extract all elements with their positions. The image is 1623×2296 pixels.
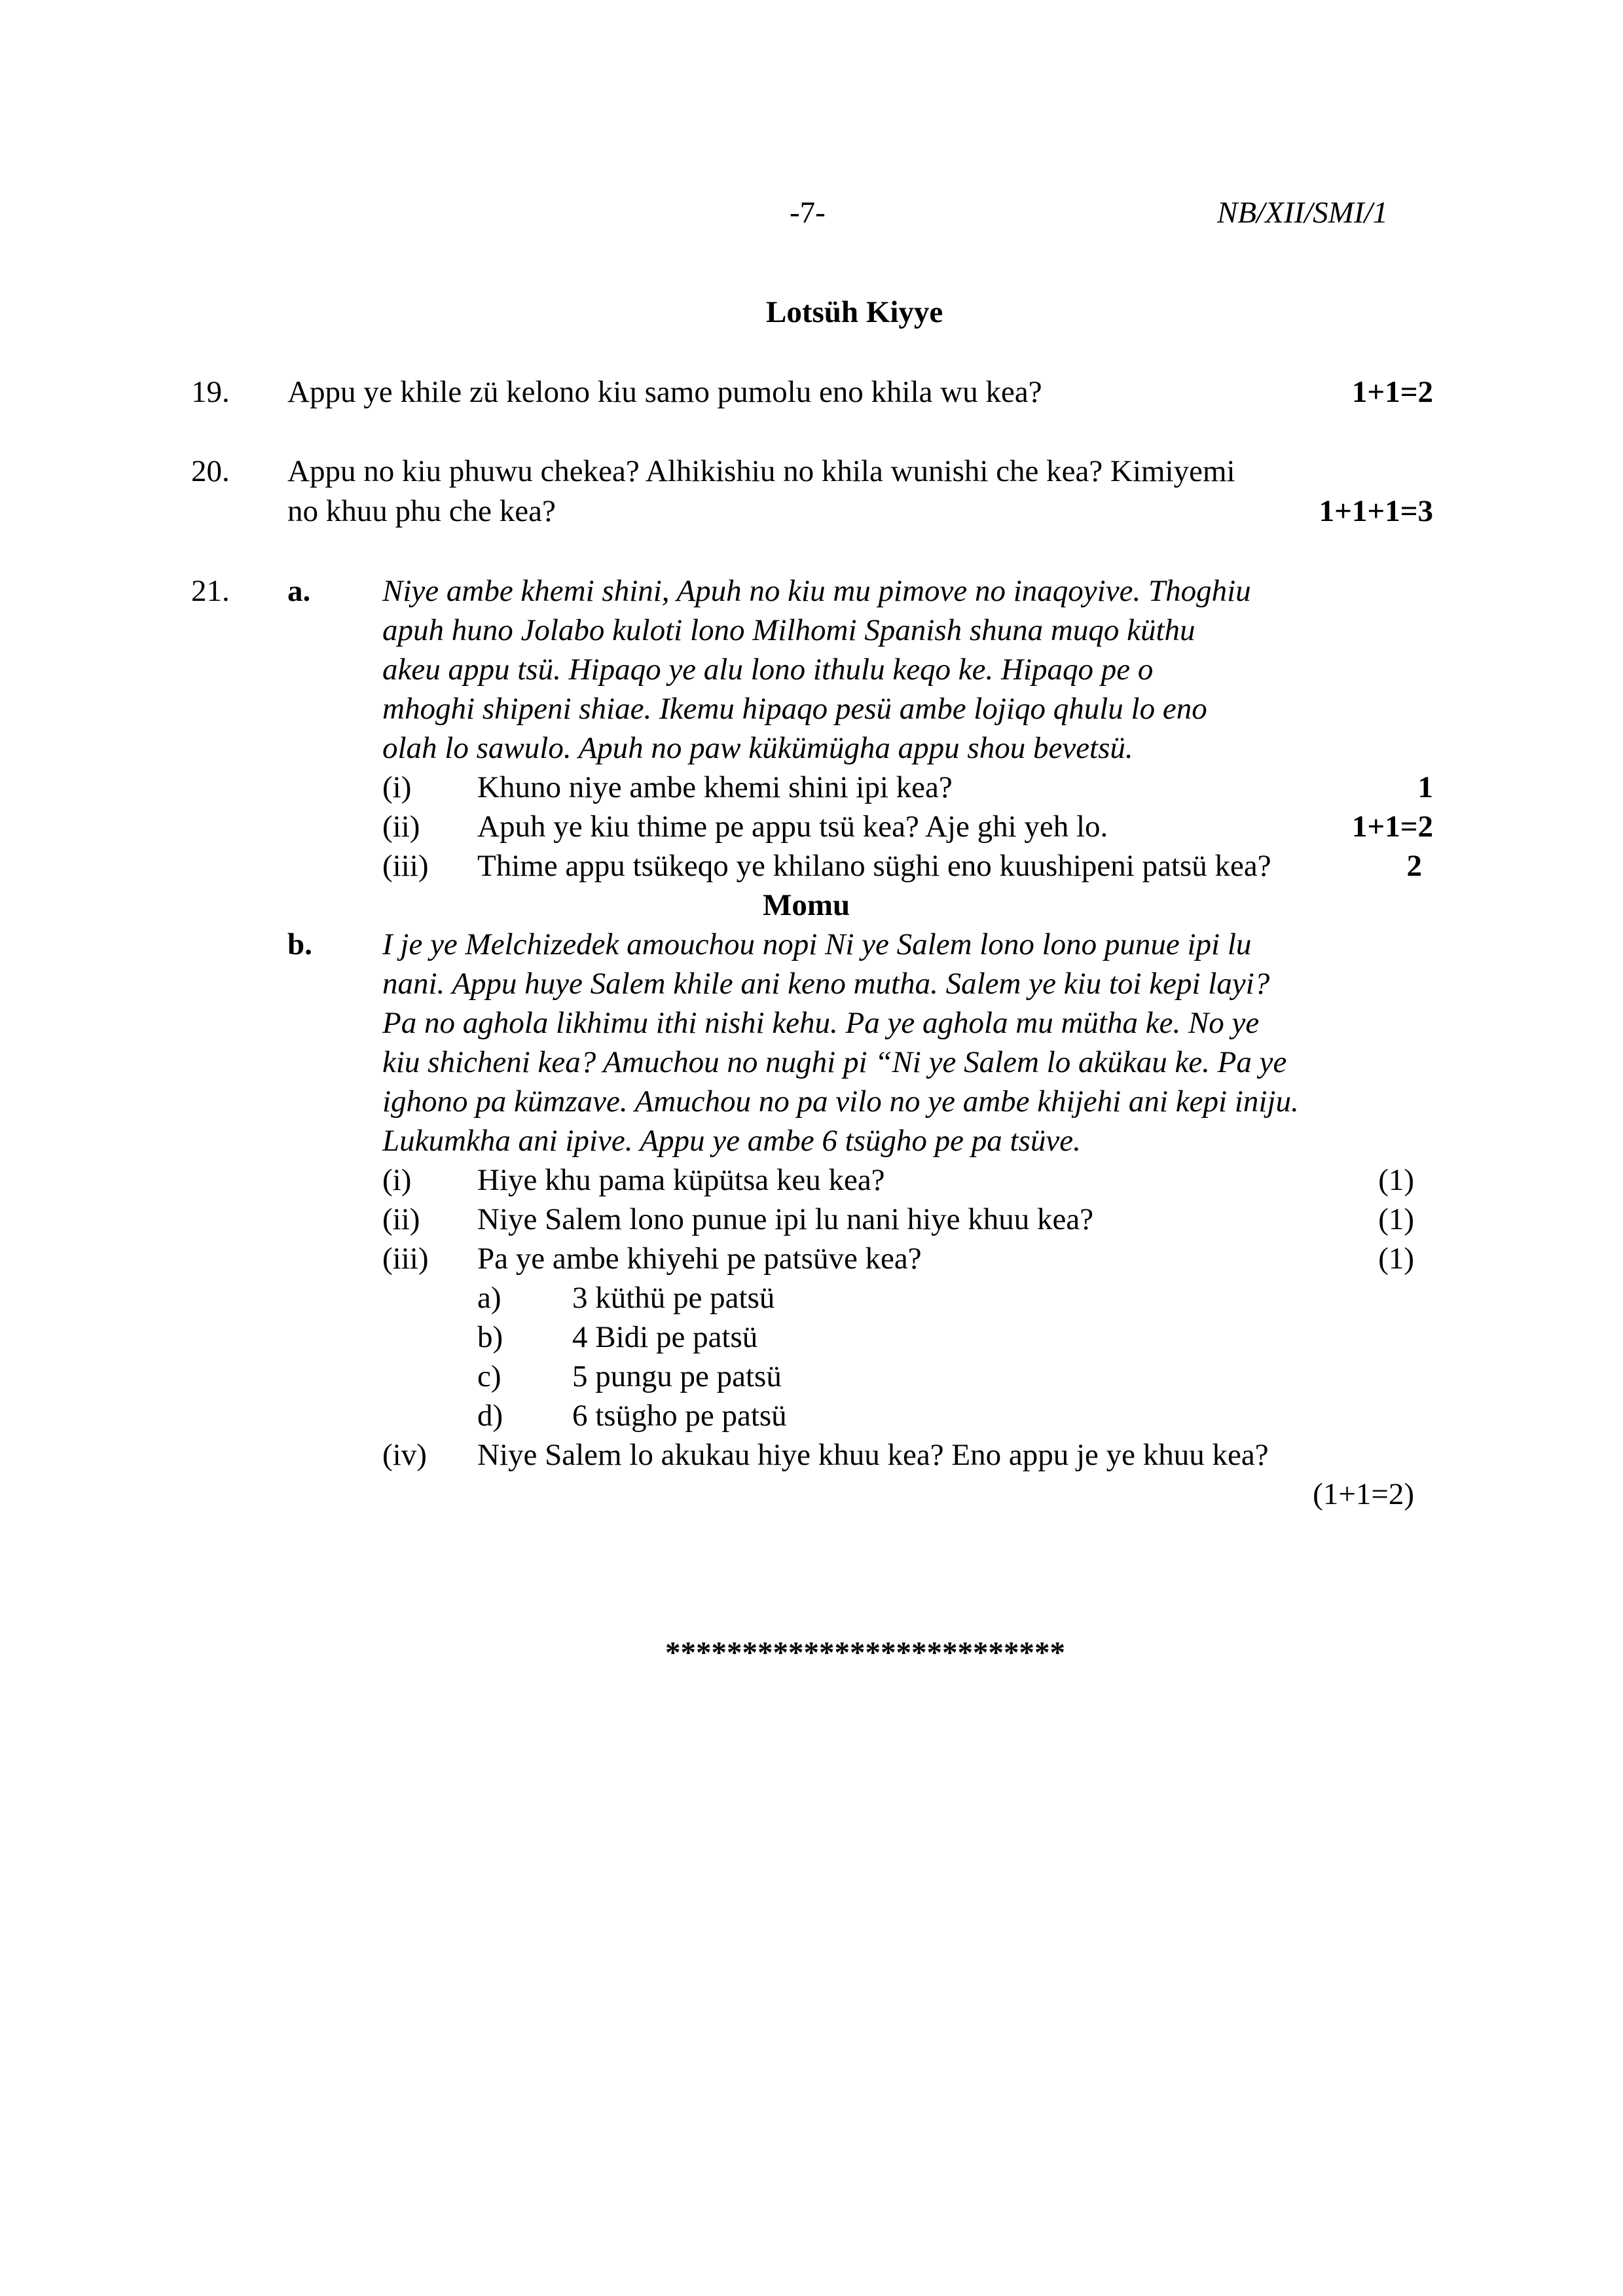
subquestion-text: Hiye khu pama küpütsa keu kea? — [477, 1163, 885, 1197]
passage-line: apuh huno Jolabo kuloti lono Milhomi Spanish shuna muqo küthu — [382, 613, 1195, 647]
subquestion-number: (iv) — [382, 1438, 427, 1472]
subquestion-number: (iii) — [382, 849, 429, 883]
passage-line: I je ye Melchizedek amouchou nopi Ni ye Salem lono lono punue ipi lu — [382, 927, 1252, 961]
document-code: NB/XII/SMI/1 — [1217, 196, 1389, 230]
subquestion-marks: 2 — [1406, 849, 1422, 883]
option-letter: d) — [477, 1399, 503, 1433]
subquestion-number: (i) — [382, 1163, 412, 1197]
part-label: b. — [287, 927, 312, 961]
question-text-line: Appu no kiu phuwu chekea? Alhikishiu no khila wunishi che kea? Kimiyemi — [287, 454, 1235, 488]
question-marks: 1+1=2 — [1351, 375, 1433, 409]
subquestion-number: (ii) — [382, 810, 420, 844]
passage-line: Niye ambe khemi shini, Apuh no kiu mu pimove no inaqoyive. Thoghiu — [382, 574, 1251, 608]
passage-line: nani. Appu huye Salem khile ani keno mutha. Salem ye kiu toi kepi layi? — [382, 967, 1270, 1001]
subquestion-number: (iii) — [382, 1242, 429, 1276]
subquestion-text: Niye Salem lo akukau hiye khuu kea? Eno appu je ye khuu kea? — [477, 1438, 1269, 1472]
option-letter: a) — [477, 1281, 501, 1315]
passage-line: kiu shicheni kea? Amuchou no nughi pi “Ni ye Salem lo akükau ke. Pa ye — [382, 1045, 1287, 1079]
subquestion-text: Thime appu tsükeqo ye khilano süghi eno kuushipeni patsü kea? — [477, 849, 1271, 883]
subquestion-marks: (1) — [1378, 1242, 1414, 1276]
subquestion-number: (i) — [382, 770, 412, 804]
subquestion-text: Niye Salem lono punue ipi lu nani hiye khuu kea? — [477, 1202, 1094, 1236]
end-of-paper-stars: ************************** — [665, 1636, 1065, 1670]
option-text: 5 pungu pe patsü — [572, 1359, 782, 1393]
passage-line: akeu appu tsü. Hipaqo ye alu lono ithulu keqo ke. Hipaqo pe o — [382, 653, 1154, 687]
question-marks: 1+1+1=3 — [1319, 494, 1433, 528]
question-text: Appu ye khile zü kelono kiu samo pumolu eno khila wu kea? — [287, 375, 1042, 409]
question-number: 19. — [191, 375, 230, 409]
option-text: 4 Bidi pe patsü — [572, 1320, 758, 1354]
question-number: 20. — [191, 454, 230, 488]
option-letter: c) — [477, 1359, 501, 1393]
question-number: 21. — [191, 574, 230, 608]
passage-line: olah lo sawulo. Apuh no paw kükümügha appu shou bevetsü. — [382, 731, 1133, 765]
option-letter: b) — [477, 1320, 503, 1354]
section-title: Lotsüh Kiyye — [766, 295, 943, 329]
subquestion-text: Pa ye ambe khiyehi pe patsüve kea? — [477, 1242, 922, 1276]
passage-line: mhoghi shipeni shiae. Ikemu hipaqo pesü ambe lojiqo qhulu lo eno — [382, 692, 1207, 726]
question-text-line: no khuu phu che kea? — [287, 494, 556, 528]
passage-line: Pa no aghola likhimu ithi nishi kehu. Pa ye aghola mu mütha ke. No ye — [382, 1006, 1260, 1040]
passage-line: Lukumkha ani ipive. Appu ye ambe 6 tsügho pe pa tsüve. — [382, 1124, 1081, 1158]
passage-line: ighono pa kümzave. Amuchou no pa vilo no ye ambe khijehi ani kepi iniju. — [382, 1085, 1299, 1119]
subquestion-marks: (1+1=2) — [1313, 1477, 1414, 1511]
subquestion-marks: 1 — [1417, 770, 1433, 804]
subquestion-text: Khuno niye ambe khemi shini ipi kea? — [477, 770, 953, 804]
page-number: -7- — [790, 196, 826, 230]
subquestion-marks: (1) — [1378, 1202, 1414, 1236]
subquestion-number: (ii) — [382, 1202, 420, 1236]
option-text: 3 küthü pe patsü — [572, 1281, 775, 1315]
or-label: Momu — [763, 888, 850, 922]
part-label: a. — [287, 574, 311, 608]
option-text: 6 tsügho pe patsü — [572, 1399, 787, 1433]
subquestion-marks: 1+1=2 — [1351, 810, 1433, 844]
subquestion-text: Apuh ye kiu thime pe appu tsü kea? Aje ghi yeh lo. — [477, 810, 1108, 844]
subquestion-marks: (1) — [1378, 1163, 1414, 1197]
